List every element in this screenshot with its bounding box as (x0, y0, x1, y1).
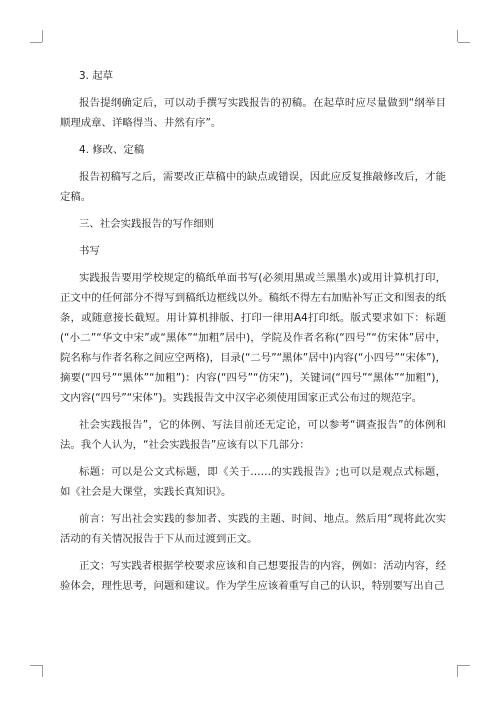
text-line: 4. 修改、定稿 (79, 144, 145, 156)
text-line: 验体会，理性思考，问题和建议。作为学生应该着重写自己的认识，特别要写出自己 (60, 580, 445, 592)
section-heading (60, 214, 446, 234)
crop-mark-top-left-v (42, 30, 43, 42)
body-paragraph (60, 462, 446, 502)
body-paragraph (60, 509, 446, 549)
body-paragraph (60, 556, 446, 596)
body-paragraph (60, 167, 446, 207)
paragraph-spacing (60, 408, 446, 415)
text-line: 活动的有关情况报告于下从而过渡到正文。 (60, 533, 258, 545)
text-line: 条，或随意接长截短。用计算机排版、打印一律用A4打印纸。版式要求如下：标题 (60, 312, 446, 324)
text-line: 前言：写出社会实践的参加者、实践的主题、时间、地点。然后用“现将此次实 (79, 513, 446, 525)
paragraph-spacing (60, 549, 446, 556)
text-line: 摘要(“四号”“黑体”“加粗”)：内容(“四号”“仿宋”)，关键词(“四号”“黑体”“加粗”)， (60, 372, 446, 384)
paragraph-spacing (60, 160, 446, 167)
document-body (60, 66, 446, 596)
crop-mark-bottom-left-v (42, 665, 43, 677)
text-line: 正文中的任何部分不得写到稿纸边框线以外。稿纸不得左右加贴补写正文和图表的纸 (60, 292, 446, 304)
paragraph-spacing (60, 455, 446, 462)
text-line: 三、社会实践报告的写作细则 (79, 218, 215, 230)
text-line: (“小二”“华文中宋”或“黑体”“加粗”居中)，学院及作者名称(“四号”“仿宋体”居中， (60, 332, 446, 344)
text-line: 报告提纲确定后，可以动手撰写实践报告的初稿。在起草时应尽量做到“纲举目 (79, 97, 446, 109)
paragraph-spacing (60, 86, 446, 93)
paragraph-spacing (60, 133, 446, 140)
text-line: 正文：写实践者根据学校要求应该和自己想要报告的内容，例如：活动内容，经 (79, 560, 446, 572)
paragraph-spacing (60, 207, 446, 214)
text-line: 书写 (79, 245, 100, 257)
text-line: 报告初稿写之后，需要改正草稿中的缺点或错误，因此应反复推敲修改后，才能 (79, 171, 446, 183)
body-paragraph (60, 415, 446, 455)
text-line: 如《社会是大课堂，实践长真知识》。 (60, 486, 232, 498)
section-heading (60, 66, 446, 86)
crop-mark-bottom-right-h (458, 665, 470, 666)
text-line: 院名称与作者名称之间应空两格)，目录(“二号”“黑体”居中)内容(“小四号”“宋体”)， (60, 352, 446, 364)
text-line: 文内容(“四号”“宋体”)。实践报告文中汉字必须使用国家正式公布过的规范字。 (60, 392, 423, 404)
text-line: 法。我个人认为，“社会实践报告”应该有以下几部分： (60, 439, 310, 451)
text-line: 3. 起草 (79, 70, 113, 82)
text-line: 社会实践报告”，它的体例、写法目前还无定论，可以参考“调查报告”的体例和 (79, 419, 446, 431)
text-line: 实践报告要用学校规定的稿纸单面书写(必须用黑或兰黑墨水)或用计算机打印， (79, 272, 446, 284)
body-paragraph (60, 268, 446, 408)
body-paragraph (60, 93, 446, 133)
text-line: 标题：可以是公文式标题，即《关于……的实践报告》;也可以是观点式标题， (79, 466, 446, 478)
text-line: 顺理成章、详略得当、井然有序”。 (60, 117, 222, 129)
crop-mark-top-right-h (458, 42, 470, 43)
crop-mark-bottom-left-h (30, 665, 42, 666)
paragraph-spacing (60, 502, 446, 509)
section-heading (60, 241, 446, 261)
crop-mark-bottom-right-v (457, 665, 458, 677)
paragraph-spacing (60, 234, 446, 241)
section-heading (60, 140, 446, 160)
crop-mark-top-right-v (457, 30, 458, 42)
text-line: 定稿。 (60, 191, 92, 203)
paragraph-spacing (60, 261, 446, 268)
crop-mark-top-left-h (30, 42, 42, 43)
